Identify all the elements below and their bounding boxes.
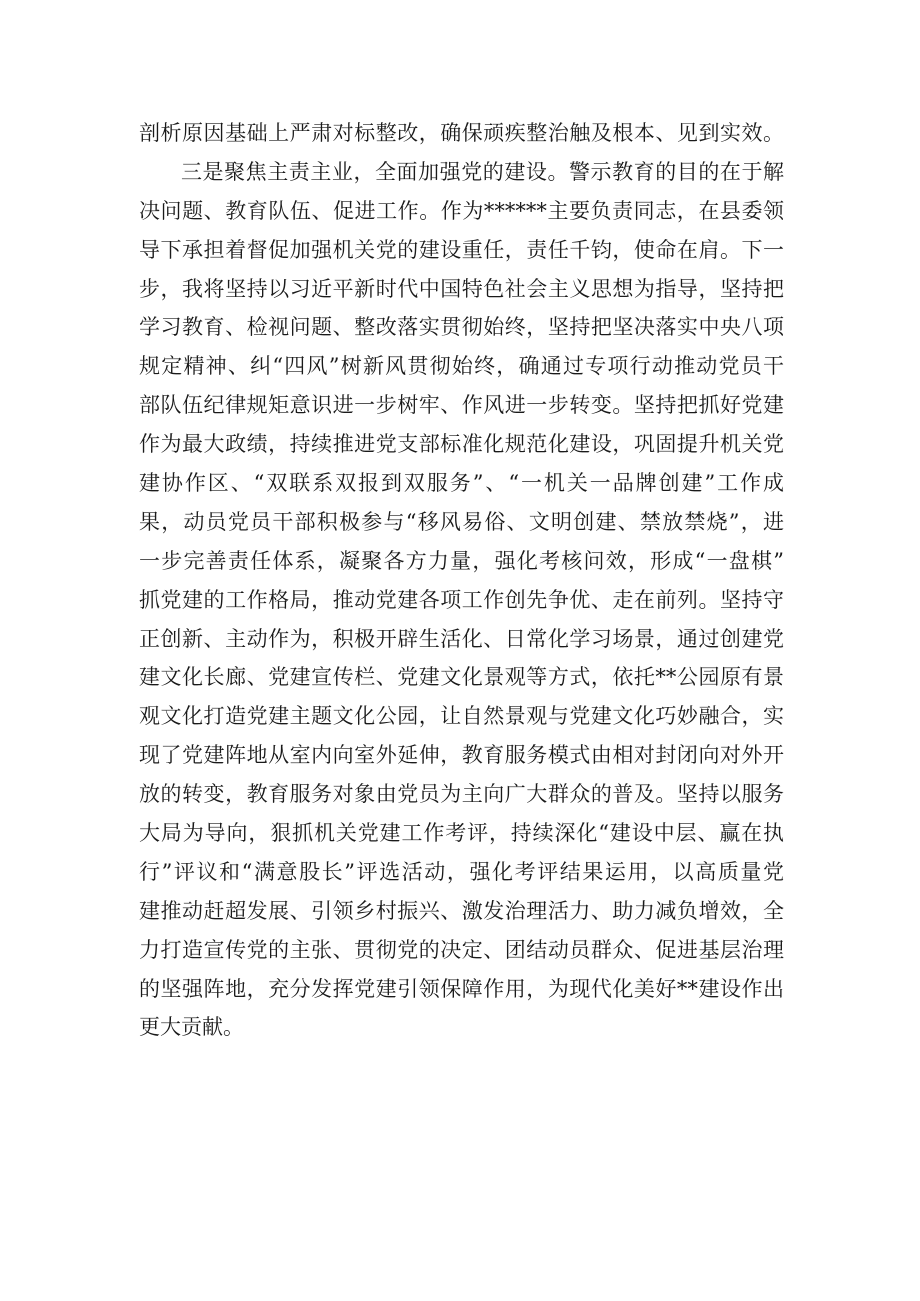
text-line: 部队伍纪律规矩意识进一步树牢、作风进一步转变。坚持把抓好党建 (139, 393, 784, 418)
text-line: 现了党建阵地从室内向室外延伸，教育服务模式由相对封闭向对外开 (139, 743, 784, 768)
text-line: 行”评议和“满意股长”评选活动，强化考评结果运用，以高质量党 (139, 859, 784, 884)
text-line: 正创新、主动作为，积极开辟生活化、日常化学习场景，通过创建党 (139, 626, 784, 651)
text-line: 抓党建的工作格局，推动党建各项工作创先争优、走在前列。坚持守 (139, 587, 784, 612)
text-line: 放的转变，教育服务对象由党员为主向广大群众的普及。坚持以服务 (139, 782, 784, 807)
text-line: 大局为导向，狠抓机关党建工作考评，持续深化“建设中层、赢在执 (139, 821, 784, 846)
text-line: 学习教育、检视问题、整改落实贯彻始终，坚持把坚决落实中央八项 (139, 315, 784, 340)
text-line: 决问题、教育队伍、促进工作。作为******主要负责同志，在县委领 (139, 198, 784, 223)
text-line: 观文化打造党建主题文化公园，让自然景观与党建文化巧妙融合，实 (139, 704, 784, 729)
text-line: 建协作区、“双联系双报到双服务”、“一机关一品牌创建”工作成 (139, 471, 784, 496)
paragraph-end-line: 更大贡献。 (139, 1015, 244, 1040)
text-line: 建推动赶超发展、引领乡村振兴、激发治理活力、助力减负增效，全 (139, 898, 784, 923)
text-line: 建文化长廊、党建宣传栏、党建文化景观等方式，依托**公园原有景 (139, 665, 784, 690)
text-line: 规定精神、纠“四风”树新风贯彻始终，确通过专项行动推动党员干 (139, 354, 784, 379)
text-line: 的坚强阵地，充分发挥党建引领保障作用，为现代化美好**建设作出 (139, 976, 784, 1001)
text-line: 果，动员党员干部积极参与“移风易俗、文明创建、禁放禁烧”，进 (139, 509, 784, 534)
paragraph-start-line: 三是聚焦主责主业，全面加强党的建设。警示教育的目的在于解 (181, 159, 784, 184)
body-text (139, 114, 784, 1047)
text-line: 步，我将坚持以习近平新时代中国特色社会主义思想为指导，坚持把 (139, 276, 784, 301)
text-line: 剖析原因基础上严肃对标整改，确保顽疾整治触及根本、见到实效。 (139, 121, 784, 145)
text-line: 作为最大政绩，持续推进党支部标准化规范化建设，巩固提升机关党 (139, 432, 784, 457)
text-line: 一步完善责任体系，凝聚各方力量，强化考核问效，形成“一盘棋” (139, 548, 784, 573)
text-line: 力打造宣传党的主张、贯彻党的决定、团结动员群众、促进基层治理 (139, 937, 784, 962)
text-line: 导下承担着督促加强机关党的建设重任，责任千钧，使命在肩。下一 (139, 237, 784, 262)
